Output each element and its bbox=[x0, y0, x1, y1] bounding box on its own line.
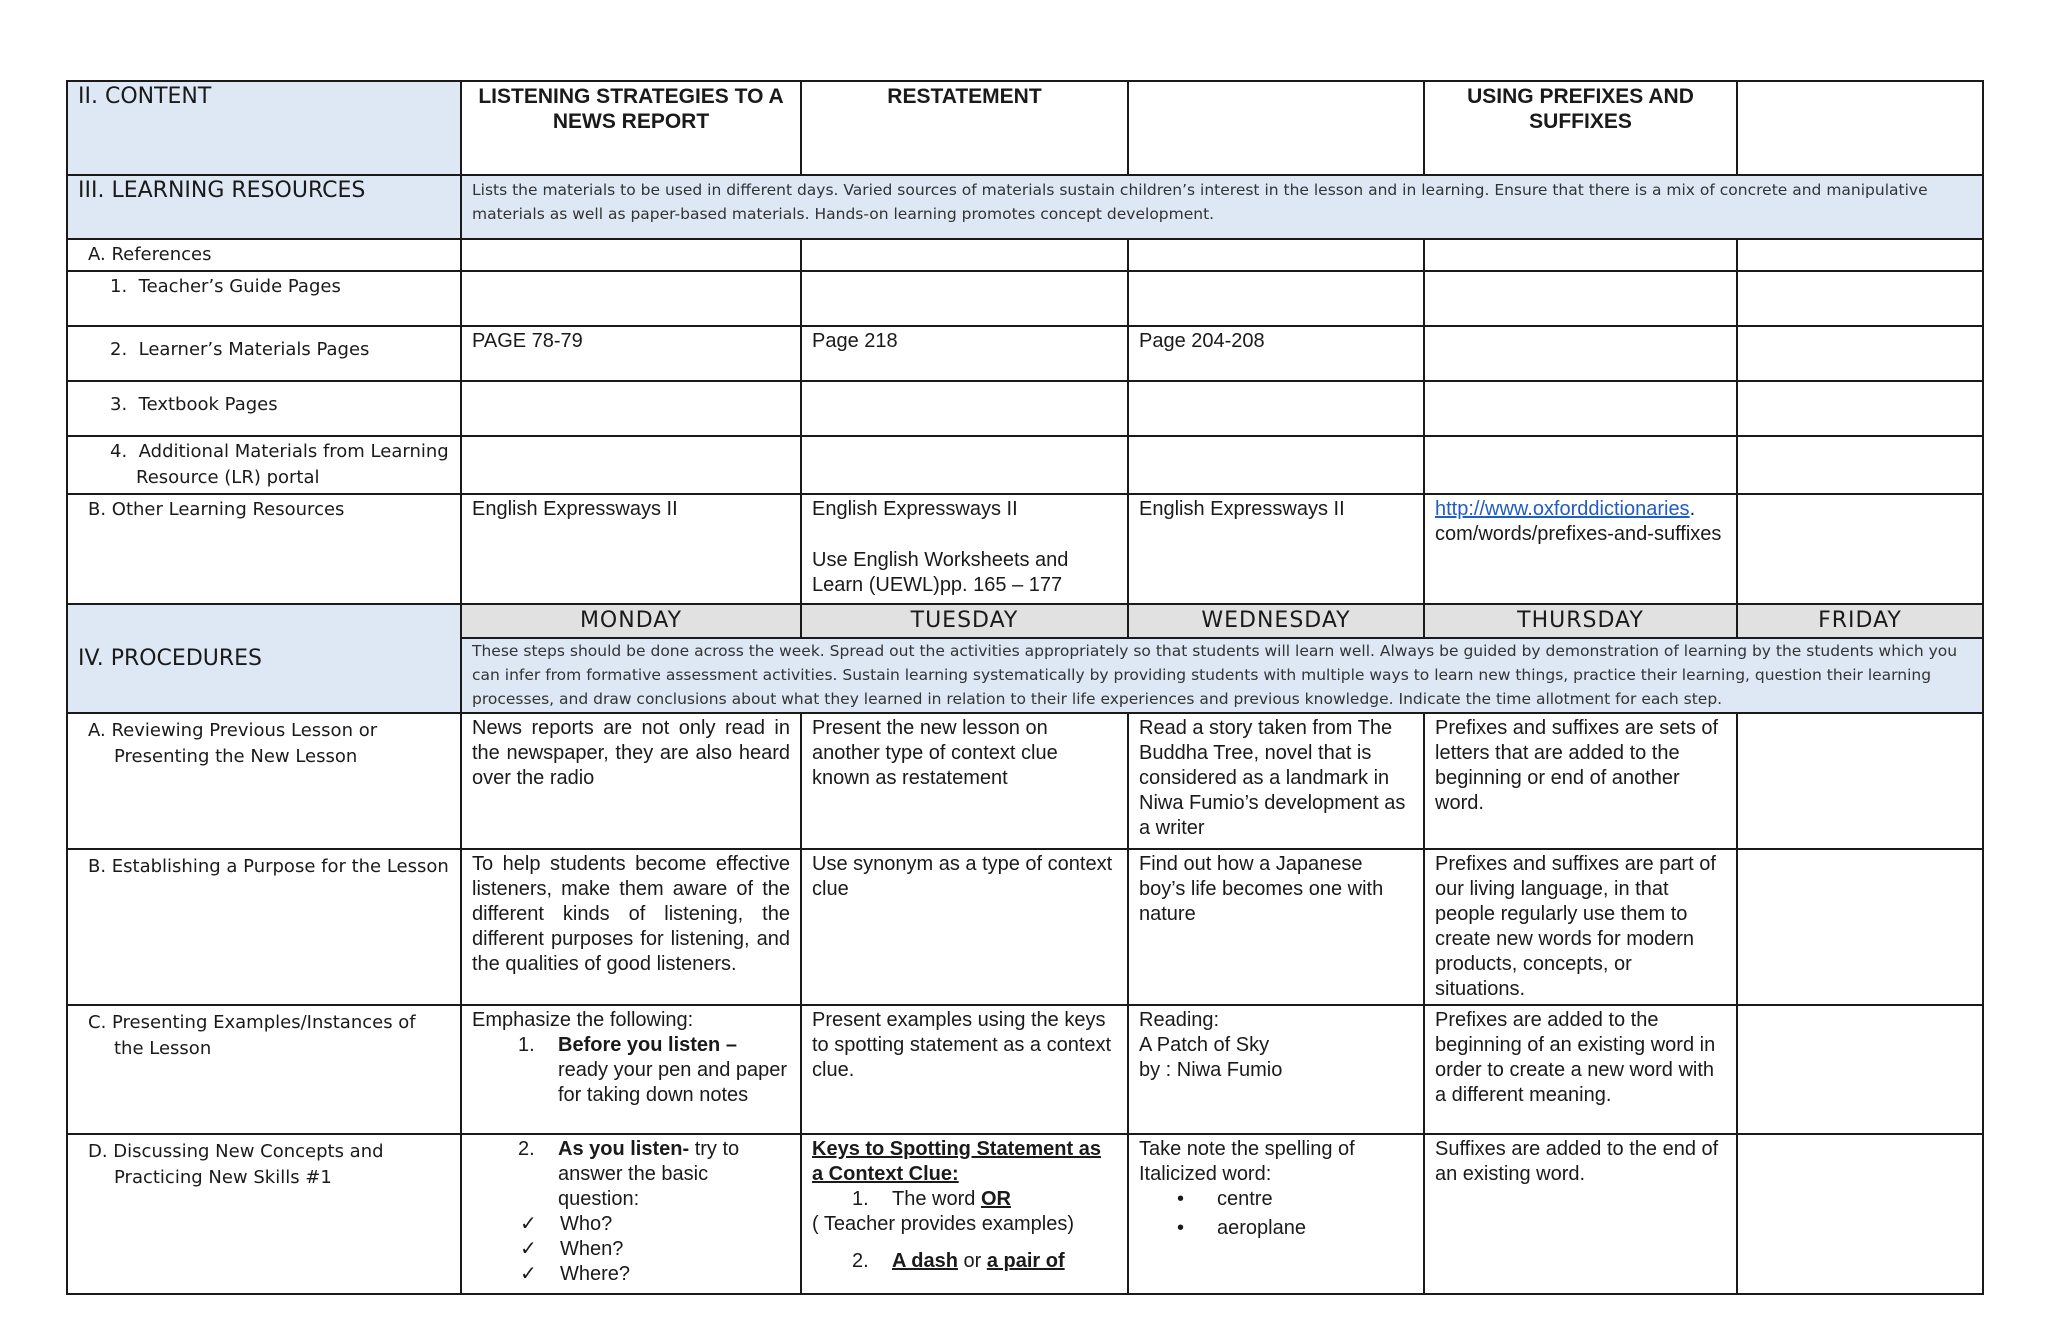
learners-materials-row bbox=[67, 326, 1983, 381]
learning-resources-note: Lists the materials to be used in different days. Varied sources of materials sustain children’s interest in the lesson and in learning. Ensure that there is a mix of concrete and manipulative materials as well as paper-based materials. Hands-on learning promotes concept development. bbox=[461, 175, 1983, 239]
row-d-wednesday bbox=[1128, 1134, 1424, 1294]
as-you-listen-rest: try to answer the basic question: bbox=[558, 1138, 740, 1210]
row-d-tuesday bbox=[801, 1134, 1128, 1294]
learners-materials-wednesday: Page 204-208 bbox=[1128, 326, 1424, 381]
teachers-guide-label bbox=[67, 271, 461, 326]
day-thursday: THURSDAY bbox=[1424, 604, 1737, 638]
check-text: When? bbox=[560, 1238, 624, 1260]
references-row bbox=[67, 239, 1983, 271]
bullet-text: centre bbox=[1217, 1188, 1273, 1210]
learners-materials-text: Learner’s Materials Pages bbox=[138, 339, 370, 360]
teachers-guide-text: Teacher’s Guide Pages bbox=[138, 276, 341, 297]
textbook-row bbox=[67, 381, 1983, 436]
row-d-monday-num: 2. bbox=[518, 1138, 535, 1160]
row-a bbox=[67, 713, 1983, 849]
row-b-monday: To help students become effective listeners, make them aware of the different kinds of listening, the different purposes for listening, and the qualities of good listeners. bbox=[461, 849, 801, 1005]
row-a-monday: News reports are not only read in the newspaper, they are also heard over the radio bbox=[461, 713, 801, 849]
check-item-where bbox=[520, 1262, 790, 1287]
keys-item-2-num: 2. bbox=[852, 1250, 869, 1272]
row-d bbox=[67, 1134, 1983, 1294]
oxford-dictionaries-link[interactable]: http://www.oxforddictionaries bbox=[1435, 498, 1690, 520]
check-item-who bbox=[520, 1212, 790, 1237]
check-icon: ✓ bbox=[520, 1238, 537, 1260]
check-text: Who? bbox=[560, 1213, 613, 1235]
keys-item-2 bbox=[852, 1249, 1117, 1274]
day-monday: MONDAY bbox=[461, 604, 801, 638]
other-resources-thursday bbox=[1424, 494, 1737, 604]
bullet-icon: • bbox=[1177, 1188, 1185, 1210]
learning-resources-row bbox=[67, 175, 1983, 239]
row-b-wednesday: Find out how a Japanese boy’s life becomes one with nature bbox=[1128, 849, 1424, 1005]
before-you-listen: Before you listen – bbox=[558, 1034, 737, 1056]
keys-item-2-or: or bbox=[957, 1250, 987, 1272]
check-icon: ✓ bbox=[520, 1263, 537, 1285]
reading-label: Reading: bbox=[1139, 1009, 1220, 1031]
row-a-thursday: Prefixes and suffixes are sets of letters that are added to the beginning or end of another word. bbox=[1424, 713, 1737, 849]
keys-item-1-num: 1. bbox=[852, 1188, 869, 1210]
bullet-item-centre bbox=[1177, 1187, 1413, 1212]
learners-materials-tuesday: Page 218 bbox=[801, 326, 1128, 381]
additional-materials-text: Additional Materials from Learning Resource (LR) portal bbox=[136, 441, 449, 488]
other-resources-wednesday: English Expressways II bbox=[1128, 494, 1424, 604]
references-label: A. References bbox=[67, 239, 461, 271]
additional-materials-label bbox=[67, 436, 461, 494]
bullet-item-aeroplane bbox=[1177, 1216, 1413, 1241]
row-b bbox=[67, 849, 1983, 1005]
row-c-monday-intro: Emphasize the following: bbox=[472, 1009, 694, 1031]
procedures-note: These steps should be done across the week. Spread out the activities appropriately so that students will learn well. Always be guided by demonstration of learning by the students which you can infer from formative assessment activities. Sustain learning systematically by providing students with multiple ways to learn new things, practice their learning, question their learning processes, and draw conclusions about what they learned in relation to their life experiences and previous knowledge. Indicate the time allotment for each step. bbox=[461, 638, 1983, 713]
day-tuesday: TUESDAY bbox=[801, 604, 1128, 638]
learners-materials-label bbox=[67, 326, 461, 381]
other-resources-row bbox=[67, 494, 1983, 604]
other-resources-label: B. Other Learning Resources bbox=[67, 494, 461, 604]
oxford-link-rest: . com/words/prefixes-and-suffixes bbox=[1435, 498, 1722, 545]
content-wednesday bbox=[1128, 81, 1424, 175]
story-title: A Patch of Sky bbox=[1139, 1034, 1270, 1056]
procedures-days-row bbox=[67, 604, 1983, 638]
content-row bbox=[67, 81, 1983, 175]
textbook-text: Textbook Pages bbox=[138, 394, 278, 415]
row-c-monday bbox=[461, 1005, 801, 1134]
row-c-monday-item bbox=[518, 1033, 790, 1108]
content-label: II. CONTENT bbox=[67, 81, 461, 175]
row-c-thursday: Prefixes are added to the beginning of an existing word in order to create a new word with a different meaning. bbox=[1424, 1005, 1737, 1134]
row-c-wednesday bbox=[1128, 1005, 1424, 1134]
other-resources-monday: English Expressways II bbox=[461, 494, 801, 604]
keys-item-2-pair: a pair of bbox=[986, 1250, 1065, 1272]
day-wednesday: WEDNESDAY bbox=[1128, 604, 1424, 638]
day-friday: FRIDAY bbox=[1737, 604, 1983, 638]
additional-materials-row bbox=[67, 436, 1983, 494]
row-c bbox=[67, 1005, 1983, 1134]
teachers-guide-row bbox=[67, 271, 1983, 326]
textbook-num: 3. bbox=[110, 394, 128, 415]
learners-materials-num: 2. bbox=[110, 339, 128, 360]
row-a-tuesday: Present the new lesson on another type of context clue known as restatement bbox=[801, 713, 1128, 849]
row-c-tuesday: Present examples using the keys to spotting statement as a context clue. bbox=[801, 1005, 1128, 1134]
keys-item-1-text: The word bbox=[892, 1188, 981, 1210]
row-d-thursday: Suffixes are added to the end of an existing word. bbox=[1424, 1134, 1737, 1294]
bullet-icon: • bbox=[1177, 1217, 1185, 1239]
row-a-label: A. Reviewing Previous Lesson or Presenting the New Lesson bbox=[67, 713, 461, 849]
content-thursday: USING PREFIXES AND SUFFIXES bbox=[1424, 81, 1737, 175]
other-resources-tuesday-line2: Use English Worksheets and Learn (UEWL)pp. 165 – 177 bbox=[812, 549, 1069, 596]
check-item-when bbox=[520, 1237, 790, 1262]
content-monday: LISTENING STRATEGIES TO A NEWS REPORT bbox=[461, 81, 801, 175]
bullet-text: aeroplane bbox=[1217, 1217, 1306, 1239]
lesson-plan-table bbox=[66, 80, 1984, 1295]
row-d-monday-item bbox=[518, 1137, 790, 1212]
row-d-monday bbox=[461, 1134, 801, 1294]
teacher-examples-note: ( Teacher provides examples) bbox=[812, 1213, 1074, 1235]
keys-item-1-or: OR bbox=[980, 1188, 1011, 1210]
check-text: Where? bbox=[560, 1263, 631, 1285]
content-friday bbox=[1737, 81, 1983, 175]
as-you-listen: As you listen- bbox=[558, 1138, 690, 1160]
before-you-listen-rest: ready your pen and paper for taking down notes bbox=[558, 1059, 788, 1106]
teachers-guide-num: 1. bbox=[110, 276, 128, 297]
lesson-plan-sheet bbox=[66, 80, 1982, 1295]
row-c-monday-num: 1. bbox=[518, 1034, 535, 1056]
textbook-label bbox=[67, 381, 461, 436]
keys-item-2-dash: A dash bbox=[892, 1250, 958, 1272]
additional-materials-num: 4. bbox=[110, 441, 128, 462]
other-resources-tuesday bbox=[801, 494, 1128, 604]
row-a-wednesday: Read a story taken from The Buddha Tree, novel that is considered as a landmark in Niwa Fumio’s development as a writer bbox=[1128, 713, 1424, 849]
learning-resources-label: III. LEARNING RESOURCES bbox=[67, 175, 461, 239]
spelling-note: Take note the spelling of Italicized word: bbox=[1139, 1138, 1355, 1185]
keys-item-1 bbox=[852, 1187, 1117, 1212]
row-d-label: D. Discussing New Concepts and Practicing New Skills #1 bbox=[67, 1134, 461, 1294]
procedures-label: IV. PROCEDURES bbox=[67, 604, 461, 713]
keys-heading: Keys to Spotting Statement as a Context Clue: bbox=[812, 1138, 1101, 1185]
content-tuesday: RESTATEMENT bbox=[801, 81, 1128, 175]
check-icon: ✓ bbox=[520, 1213, 537, 1235]
learners-materials-monday: PAGE 78-79 bbox=[461, 326, 801, 381]
row-b-thursday: Prefixes and suffixes are part of our living language, in that people regularly use them to create new words for modern products, concepts, or situations. bbox=[1424, 849, 1737, 1005]
story-author: by : Niwa Fumio bbox=[1139, 1059, 1283, 1081]
other-resources-tuesday-line1: English Expressways II bbox=[812, 498, 1018, 520]
row-b-tuesday: Use synonym as a type of context clue bbox=[801, 849, 1128, 1005]
row-c-label: C. Presenting Examples/Instances of the Lesson bbox=[67, 1005, 461, 1134]
row-b-label: B. Establishing a Purpose for the Lesson bbox=[67, 849, 461, 1005]
